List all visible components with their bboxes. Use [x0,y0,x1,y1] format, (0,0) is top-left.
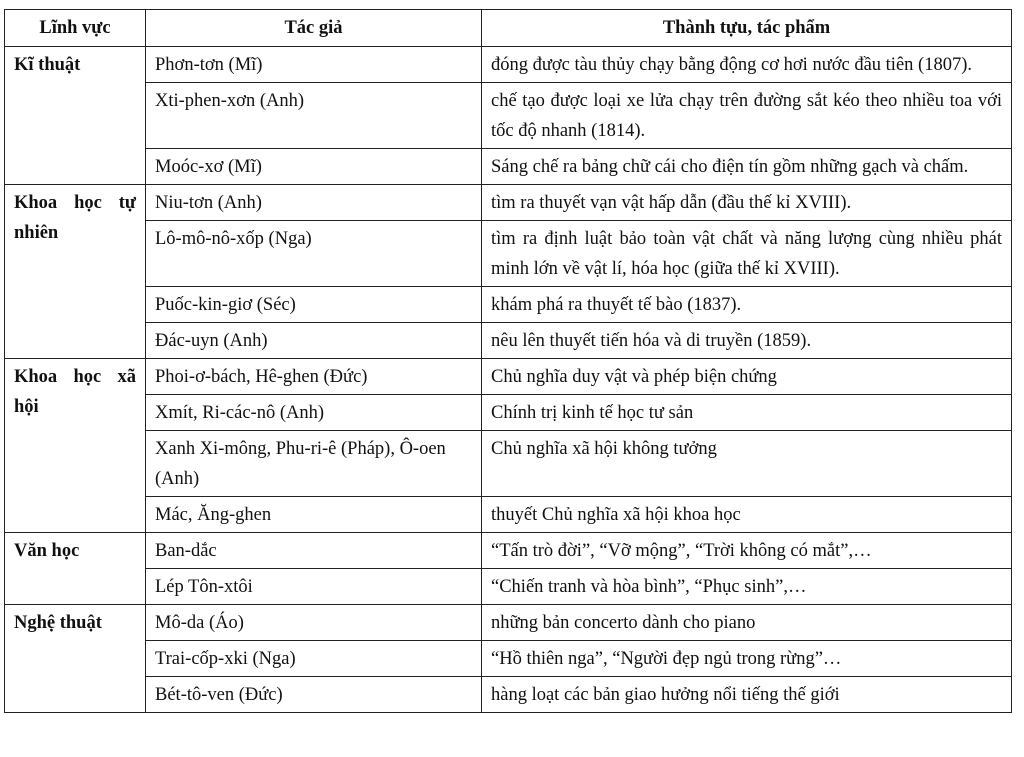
field-cell: Khoa học tự nhiên [5,185,146,359]
work-cell: nêu lên thuyết tiến hóa và di truyền (1859). [482,323,1012,359]
table-row [5,221,1012,287]
table-row [5,149,1012,185]
table-row [5,605,1012,641]
header-row [5,10,1012,47]
table-row [5,641,1012,677]
table-row [5,533,1012,569]
field-cell: Khoa học xã hội [5,359,146,533]
table-row [5,431,1012,497]
author-cell: Trai-cốp-xki (Nga) [146,641,482,677]
work-cell: Chính trị kinh tế học tư sản [482,395,1012,431]
work-cell: “Chiến tranh và hòa bình”, “Phục sinh”,… [482,569,1012,605]
author-cell: Mô-da (Áo) [146,605,482,641]
author-cell: Xti-phen-xơn (Anh) [146,83,482,149]
table-row [5,497,1012,533]
field-cell: Nghệ thuật [5,605,146,713]
work-cell: thuyết Chủ nghĩa xã hội khoa học [482,497,1012,533]
work-cell: những bản concerto dành cho piano [482,605,1012,641]
work-cell: Chủ nghĩa xã hội không tưởng [482,431,1012,497]
header-work: Thành tựu, tác phẩm [482,10,1012,47]
table-row [5,569,1012,605]
author-cell: Đác-uyn (Anh) [146,323,482,359]
work-cell: tìm ra thuyết vạn vật hấp dẫn (đầu thế kỉ XVIII). [482,185,1012,221]
table-row [5,677,1012,713]
work-cell: khám phá ra thuyết tế bào (1837). [482,287,1012,323]
achievements-table [4,9,1012,713]
table-row [5,395,1012,431]
field-cell: Kĩ thuật [5,47,146,185]
field-cell: Văn học [5,533,146,605]
author-cell: Lô-mô-nô-xốp (Nga) [146,221,482,287]
table-row [5,323,1012,359]
author-cell: Moóc-xơ (Mĩ) [146,149,482,185]
work-cell: hàng loạt các bản giao hưởng nổi tiếng thế giới [482,677,1012,713]
author-cell: Xanh Xi-mông, Phu-ri-ê (Pháp), Ô-oen (Anh) [146,431,482,497]
author-cell: Puốc-kin-giơ (Séc) [146,287,482,323]
work-cell: Sáng chế ra bảng chữ cái cho điện tín gồm những gạch và chấm. [482,149,1012,185]
author-cell: Bét-tô-ven (Đức) [146,677,482,713]
work-cell: “Hồ thiên nga”, “Người đẹp ngủ trong rừng”… [482,641,1012,677]
author-cell: Ban-dắc [146,533,482,569]
table-row [5,287,1012,323]
author-cell: Phơn-tơn (Mĩ) [146,47,482,83]
header-field: Lĩnh vực [5,10,146,47]
table-row [5,83,1012,149]
author-cell: Niu-tơn (Anh) [146,185,482,221]
table-row [5,185,1012,221]
work-cell: Chủ nghĩa duy vật và phép biện chứng [482,359,1012,395]
author-cell: Lép Tôn-xtôi [146,569,482,605]
author-cell: Xmít, Ri-các-nô (Anh) [146,395,482,431]
author-cell: Phoi-ơ-bách, Hê-ghen (Đức) [146,359,482,395]
work-cell: “Tấn trò đời”, “Vỡ mộng”, “Trời không có mắt”,… [482,533,1012,569]
work-cell: tìm ra định luật bảo toàn vật chất và năng lượng cùng nhiều phát minh lớn về vật lí, hóa học (giữa thế kỉ XVIII). [482,221,1012,287]
header-author: Tác giả [146,10,482,47]
work-cell: chế tạo được loại xe lửa chạy trên đường sắt kéo theo nhiều toa với tốc độ nhanh (1814). [482,83,1012,149]
table-row [5,359,1012,395]
table-row [5,47,1012,83]
work-cell: đóng được tàu thủy chạy bằng động cơ hơi nước đầu tiên (1807). [482,47,1012,83]
author-cell: Mác, Ăng-ghen [146,497,482,533]
